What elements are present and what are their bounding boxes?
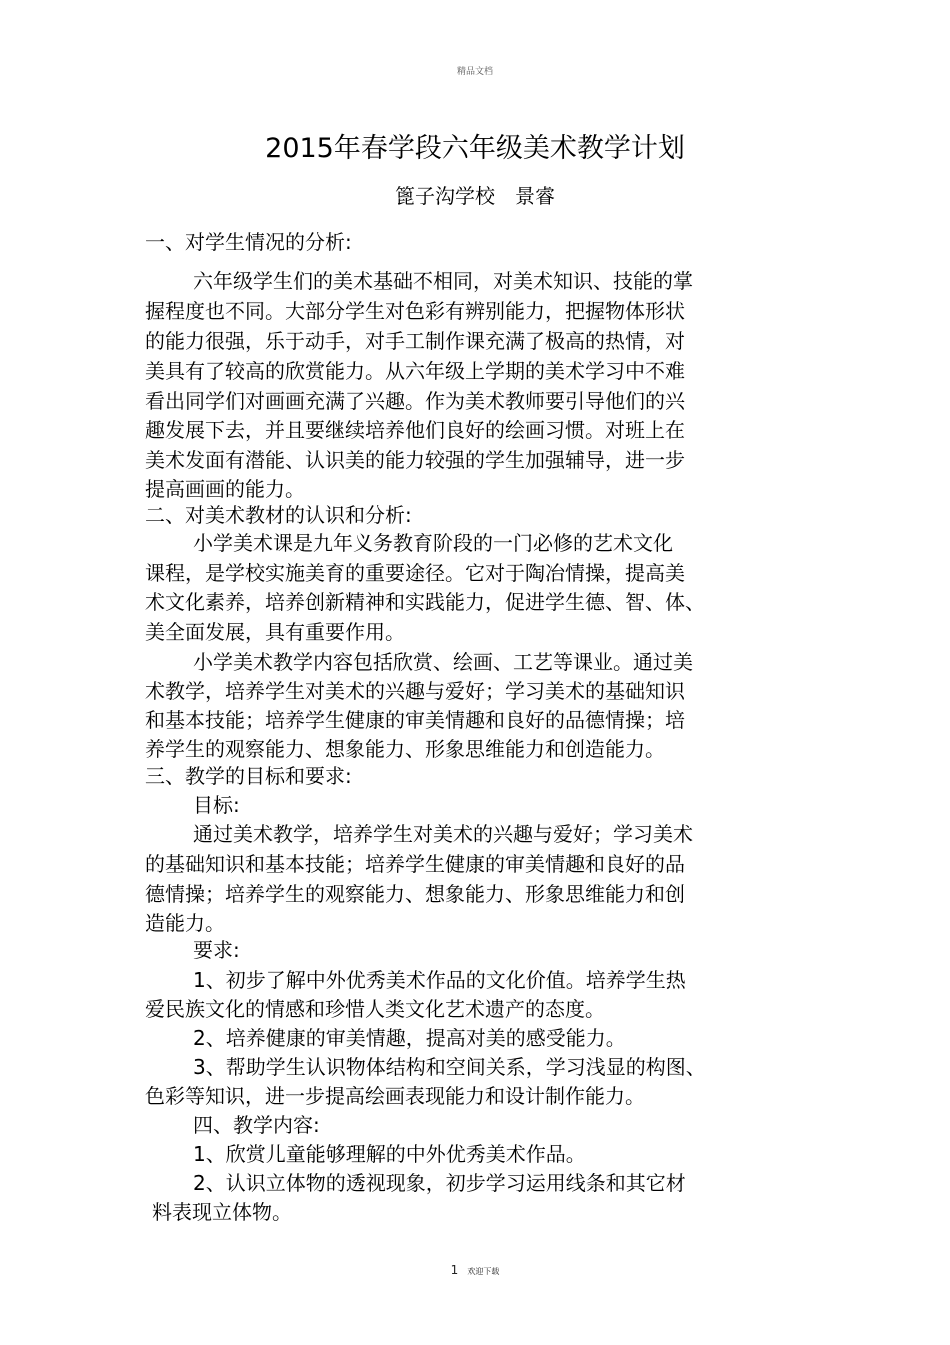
paragraph-line: 造能力。 — [145, 911, 225, 935]
section-heading: 三、教学的目标和要求: — [145, 764, 352, 788]
paragraph-line: 握程度也不同。大部分学生对色彩有辨别能力，把握物体形状 — [145, 299, 685, 323]
list-item: 1、欣赏儿童能够理解的中外优秀美术作品。 — [193, 1142, 586, 1166]
page-title: 2015年春学段六年级美术教学计划 — [265, 133, 685, 164]
paragraph-line: 的基础知识和基本技能；培养学生健康的审美情趣和良好的品 — [145, 852, 685, 876]
paragraph-line: 美全面发展，具有重要作用。 — [145, 620, 405, 644]
download-label: 欢迎下载 — [467, 1267, 500, 1276]
list-item: 2、认识立体物的透视现象，初步学习运用线条和其它材 — [193, 1171, 686, 1195]
subheading: 要求: — [193, 938, 240, 962]
paragraph-line: 德情操；培养学生的观察能力、想象能力、形象思维能力和创 — [145, 882, 685, 906]
list-item: 3、帮助学生认识物体结构和空间关系，学习浅显的构图、 — [193, 1055, 706, 1079]
paragraph-line: 看出同学们对画画充满了兴趣。作为美术教师要引导他们的兴 — [145, 389, 685, 413]
list-item: 爱民族文化的情感和珍惜人类文化艺术遗产的态度。 — [145, 997, 605, 1021]
paragraph-line: 的能力很强，乐于动手，对手工制作课充满了极高的热情，对 — [145, 329, 685, 353]
paragraph-line: 提高画画的能力。 — [145, 477, 305, 501]
section-heading: 四、教学内容: — [193, 1113, 320, 1137]
paragraph-line: 六年级学生们的美术基础不相同，对美术知识、技能的掌 — [193, 269, 693, 293]
paragraph-line: 和基本技能；培养学生健康的审美情趣和良好的品德情操；培 — [145, 708, 685, 732]
author-line: 篦子沟学校 景睿 — [395, 184, 555, 208]
paragraph-line: 术文化素养，培养创新精神和实践能力，促进学生德、智、体、 — [145, 590, 705, 614]
header-watermark: 精品文档 — [456, 67, 493, 77]
paragraph-line: 课程，是学校实施美育的重要途径。它对于陶冶情操，提高美 — [145, 561, 685, 585]
paragraph-line: 通过美术教学，培养学生对美术的兴趣与爱好；学习美术 — [193, 822, 693, 846]
paragraph-line: 养学生的观察能力、想象能力、形象思维能力和创造能力。 — [145, 737, 665, 761]
paragraph-line: 美具有了较高的欣赏能力。从六年级上学期的美术学习中不难 — [145, 359, 685, 383]
list-item: 色彩等知识，进一步提高绘画表现能力和设计制作能力。 — [145, 1084, 645, 1108]
list-item: 1、初步了解中外优秀美术作品的文化价值。培养学生热 — [193, 968, 686, 992]
page-footer — [0, 1259, 950, 1278]
paragraph-line: 术教学，培养学生对美术的兴趣与爱好；学习美术的基础知识 — [145, 679, 685, 703]
paragraph-line: 小学美术教学内容包括欣赏、绘画、工艺等课业。通过美 — [193, 650, 693, 674]
paragraph-line: 美术发面有潜能、认识美的能力较强的学生加强辅导，进一步 — [145, 448, 685, 472]
paragraph-line: 小学美术课是九年义务教育阶段的一门必修的艺术文化 — [193, 531, 673, 555]
page-number: 1 — [450, 1263, 459, 1277]
paragraph-line: 趣发展下去，并且要继续培养他们良好的绘画习惯。对班上在 — [145, 418, 685, 442]
section-heading: 一、对学生情况的分析: — [145, 230, 352, 254]
list-item: 2、培养健康的审美情趣，提高对美的感受能力。 — [193, 1026, 626, 1050]
section-heading: 二、对美术教材的认识和分析: — [145, 503, 412, 527]
list-item: 料表现立体物。 — [152, 1200, 292, 1224]
subheading: 目标: — [193, 793, 240, 817]
